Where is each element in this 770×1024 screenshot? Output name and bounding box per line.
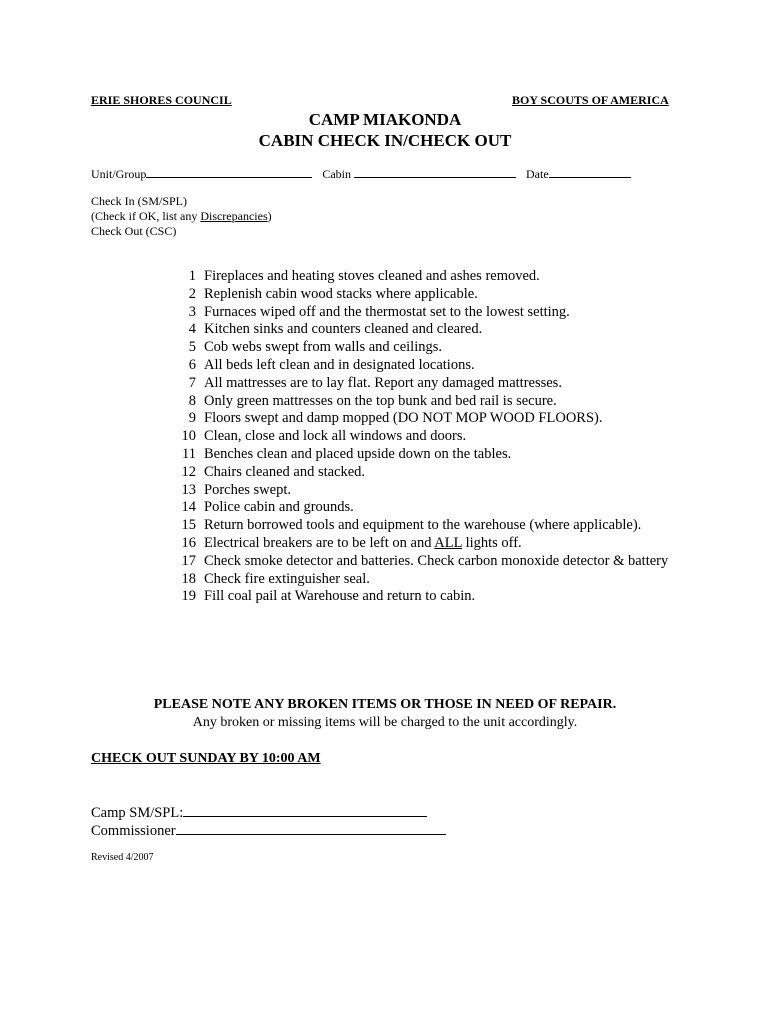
item-text-emphasis: ALL bbox=[434, 534, 462, 551]
item-number: 15 bbox=[181, 517, 196, 534]
checklist-item bbox=[170, 357, 710, 375]
item-text: Clean, close and lock all windows and doors. bbox=[204, 428, 467, 445]
item-text: Fill coal pail at Warehouse and return to cabin. bbox=[204, 588, 476, 605]
check-in-label: Check In (SM/SPL) bbox=[91, 194, 187, 208]
item-text: All beds left clean and in designated locations. bbox=[204, 356, 475, 373]
item-text: Cob webs swept from walls and ceilings. bbox=[204, 339, 443, 356]
checklist-item bbox=[170, 446, 710, 464]
checklist-item bbox=[170, 517, 710, 535]
item-number: 8 bbox=[188, 392, 196, 409]
checkout-deadline: CHECK OUT SUNDAY BY 10:00 AM bbox=[91, 751, 321, 766]
item-number: 5 bbox=[188, 339, 196, 356]
item-number: 11 bbox=[182, 445, 196, 462]
item-number: 18 bbox=[181, 570, 196, 587]
item-number: 3 bbox=[188, 303, 196, 320]
item-text: Electrical breakers are to be left on and bbox=[204, 534, 435, 551]
item-text: Chairs cleaned and stacked. bbox=[204, 463, 366, 480]
check-if-prefix: (Check if OK, list any bbox=[91, 209, 201, 223]
item-number: 4 bbox=[188, 321, 196, 338]
unit-group-label: Unit/Group bbox=[91, 167, 147, 181]
checklist-item bbox=[170, 304, 710, 322]
page-subtitle: CABIN CHECK IN/CHECK OUT bbox=[258, 131, 512, 150]
item-text: Furnaces wiped off and the thermostat set to the lowest setting. bbox=[204, 303, 570, 320]
item-number: 9 bbox=[188, 410, 196, 427]
item-number: 14 bbox=[181, 499, 196, 516]
commissioner-signature-field[interactable] bbox=[176, 822, 446, 835]
item-text: Police cabin and grounds. bbox=[204, 499, 354, 516]
check-if-ok-note bbox=[91, 209, 272, 224]
cabin-checklist bbox=[170, 268, 710, 606]
checklist-item bbox=[170, 482, 710, 500]
item-number: 7 bbox=[188, 374, 196, 391]
commissioner-label: Commissioner bbox=[91, 823, 176, 839]
date-field[interactable] bbox=[549, 166, 631, 178]
item-text: Return borrowed tools and equipment to the warehouse (where applicable). bbox=[204, 517, 642, 534]
item-number: 6 bbox=[188, 356, 196, 373]
checklist-item bbox=[170, 321, 710, 339]
discrepancies-text: Discrepancies bbox=[200, 209, 268, 223]
item-number: 16 bbox=[181, 534, 196, 551]
checklist-item bbox=[170, 393, 710, 411]
camp-sm-spl-label: Camp SM/SPL: bbox=[91, 805, 184, 821]
item-text: Only green mattresses on the top bunk and bed rail is secure. bbox=[204, 392, 557, 409]
item-number: 17 bbox=[181, 552, 196, 569]
fields-row bbox=[91, 166, 631, 182]
checklist-item bbox=[170, 410, 710, 428]
checklist-item bbox=[170, 588, 710, 606]
cabin-field[interactable] bbox=[354, 166, 516, 178]
item-text-end: lights off. bbox=[461, 534, 522, 551]
checklist-item bbox=[170, 535, 710, 553]
item-text: Kitchen sinks and counters cleaned and cleared. bbox=[204, 321, 483, 338]
checklist-item bbox=[170, 286, 710, 304]
revision-date: Revised 4/2007 bbox=[91, 852, 154, 863]
item-text: Floors swept and damp mopped (DO NOT MOP WOOD FLOORS). bbox=[204, 410, 603, 427]
unit-group-field[interactable] bbox=[146, 166, 312, 178]
checklist-item bbox=[170, 375, 710, 393]
camp-sm-spl-signature-field[interactable] bbox=[183, 804, 427, 817]
checklist-item bbox=[170, 268, 710, 286]
camp-sm-spl-row bbox=[91, 804, 427, 822]
item-text: Replenish cabin wood stacks where applicable. bbox=[204, 285, 478, 302]
checklist-item bbox=[170, 571, 710, 589]
item-number: 2 bbox=[188, 285, 196, 302]
item-text: Check fire extinguisher seal. bbox=[204, 570, 370, 587]
item-text: Check smoke detector and batteries. Check carbon monoxide detector & battery bbox=[204, 552, 669, 569]
item-text: Fireplaces and heating stoves cleaned and ashes removed. bbox=[204, 268, 540, 284]
checklist-item bbox=[170, 464, 710, 482]
item-number: 13 bbox=[181, 481, 196, 498]
date-label: Date bbox=[526, 167, 549, 181]
item-number: 12 bbox=[181, 463, 196, 480]
item-text: Benches clean and placed upside down on the tables. bbox=[204, 445, 512, 462]
checklist-item bbox=[170, 499, 710, 517]
checklist-item bbox=[170, 339, 710, 357]
organization-name: BOY SCOUTS OF AMERICA bbox=[512, 93, 669, 107]
check-if-suffix: ) bbox=[267, 209, 272, 223]
page-title: CAMP MIAKONDA bbox=[308, 110, 462, 129]
item-text: All mattresses are to lay flat. Report any damaged mattresses. bbox=[204, 374, 562, 391]
checklist-item bbox=[170, 553, 710, 571]
repair-note-text: Any broken or missing items will be charged to the unit accordingly. bbox=[192, 715, 578, 730]
checklist-item bbox=[170, 428, 710, 446]
item-number: 19 bbox=[181, 588, 196, 605]
repair-note-heading: PLEASE NOTE ANY BROKEN ITEMS OR THOSE IN NEED OF REPAIR. bbox=[153, 697, 617, 712]
commissioner-row bbox=[91, 822, 446, 840]
item-number: 10 bbox=[181, 428, 196, 445]
item-number: 1 bbox=[188, 268, 196, 284]
council-name: ERIE SHORES COUNCIL bbox=[91, 93, 232, 107]
cabin-label: Cabin bbox=[322, 167, 352, 181]
check-out-label: Check Out (CSC) bbox=[91, 224, 177, 238]
item-text: Porches swept. bbox=[204, 481, 291, 498]
